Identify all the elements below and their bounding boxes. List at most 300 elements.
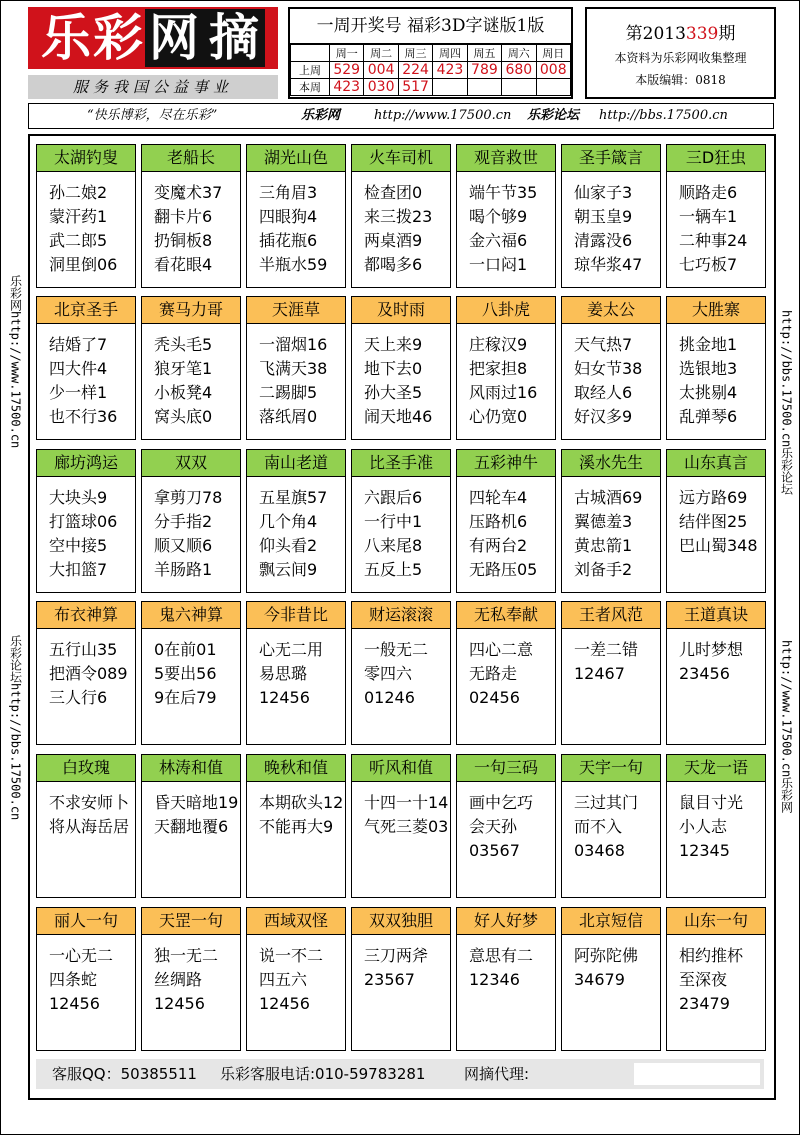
- riddle-line: 四眼狗4: [259, 207, 318, 226]
- riddle-line: 远方路69: [679, 488, 748, 507]
- riddle-line: 仙家子3: [574, 183, 633, 202]
- riddle-card-title: 王者风范: [562, 602, 660, 629]
- riddle-line: 无路走: [469, 664, 518, 683]
- riddle-card-body: [247, 782, 345, 839]
- riddle-card-title: 晚秋和值: [247, 755, 345, 782]
- riddle-card: [141, 754, 241, 898]
- weekday-header-row: [291, 45, 571, 62]
- riddle-line: 翻卡片6: [154, 207, 213, 226]
- riddle-card: [141, 296, 241, 440]
- riddle-card-title: 比圣手准: [352, 450, 450, 477]
- riddle-card-body: [667, 782, 765, 863]
- riddle-card-body: [37, 629, 135, 710]
- riddle-line: 大块头9: [49, 488, 108, 507]
- riddle-card-title: 老船长: [142, 145, 240, 172]
- riddle-card-title: 五彩神牛: [457, 450, 555, 477]
- riddle-card-body: [37, 477, 135, 582]
- riddle-card: [246, 907, 346, 1051]
- riddle-card: [141, 907, 241, 1051]
- forum-url-link[interactable]: http://bbs.17500.cn: [599, 108, 728, 123]
- riddle-line: 结伴图25: [679, 512, 748, 531]
- riddle-line: 顺又顺6: [154, 536, 213, 555]
- riddle-card-title: 丽人一句: [37, 908, 135, 935]
- left-side-url[interactable]: http://www.17500.cn: [8, 311, 23, 449]
- site-name: 乐彩网: [301, 108, 341, 123]
- riddle-line: 孙二娘2: [49, 183, 108, 202]
- riddle-card: [351, 449, 451, 593]
- riddle-line: 9在后79: [154, 688, 217, 707]
- riddle-card-title: 好人好梦: [457, 908, 555, 935]
- this-week-number: [433, 79, 467, 96]
- riddle-panel: [28, 134, 776, 1100]
- week-draw-table: [290, 44, 571, 96]
- riddle-line: 分手指2: [154, 512, 213, 531]
- riddle-line: 02456: [469, 688, 520, 707]
- riddle-card: [351, 754, 451, 898]
- issue-info-box: [585, 7, 776, 99]
- riddle-line: 本期砍头12: [259, 793, 344, 812]
- riddle-card-body: [352, 782, 450, 839]
- footer-bar: [36, 1059, 764, 1089]
- riddle-card: [141, 144, 241, 288]
- riddle-card-title: 无私奉献: [457, 602, 555, 629]
- riddle-card-body: [562, 172, 660, 277]
- riddle-line: 翼德羞3: [574, 512, 633, 531]
- riddle-card: [351, 907, 451, 1051]
- riddle-card: [36, 601, 136, 745]
- riddle-card: [351, 296, 451, 440]
- riddle-card-title: 天罡一句: [142, 908, 240, 935]
- riddle-line: 十四一十14: [364, 793, 449, 812]
- riddle-line: 武二郎5: [49, 231, 108, 250]
- riddle-card: [561, 296, 661, 440]
- riddle-line: 仰头看2: [259, 536, 318, 555]
- riddle-card: [141, 449, 241, 593]
- riddle-line: 古城酒69: [574, 488, 643, 507]
- riddle-card: [351, 144, 451, 288]
- riddle-line: 无路压05: [469, 560, 538, 579]
- riddle-card-title: 湖光山色: [247, 145, 345, 172]
- riddle-line: 12456: [154, 994, 205, 1013]
- riddle-card: [246, 296, 346, 440]
- riddle-card-title: 溪水先生: [562, 450, 660, 477]
- riddle-card-title: 天涯草: [247, 297, 345, 324]
- weekday-label: 周二: [364, 45, 398, 62]
- riddle-card: [36, 449, 136, 593]
- riddle-line: 落纸屑0: [259, 407, 318, 426]
- riddle-card-title: 赛马力哥: [142, 297, 240, 324]
- riddle-card-body: [457, 935, 555, 992]
- this-week-number: [536, 79, 570, 96]
- weekday-label: 周六: [502, 45, 536, 62]
- riddle-line: 朝玉皇9: [574, 207, 633, 226]
- left-side-site: 乐彩网 http://www.17500.cn: [8, 275, 23, 449]
- this-week-number: 423: [330, 79, 364, 96]
- logo-slogan: 服务我国公益事业: [28, 75, 278, 99]
- riddle-line: 太挑剔4: [679, 383, 738, 402]
- last-week-number: 423: [433, 62, 467, 79]
- this-week-number: 517: [398, 79, 432, 96]
- riddle-line: 三过其门: [574, 793, 639, 812]
- right-side-site: http://www.17500.cn 乐彩网: [779, 640, 794, 814]
- riddle-card: [246, 754, 346, 898]
- riddle-card-body: [352, 935, 450, 992]
- riddle-card-title: 南山老道: [247, 450, 345, 477]
- weekday-label: 周三: [398, 45, 432, 62]
- riddle-card: [351, 601, 451, 745]
- riddle-line: 12346: [469, 970, 520, 989]
- page-title: 一周开奖号 福彩3D字谜版1版: [290, 9, 571, 44]
- riddle-line: 四心二意: [469, 640, 534, 659]
- riddle-card: [666, 144, 766, 288]
- riddle-line: 飘云间9: [259, 560, 318, 579]
- riddle-card-title: 天龙一语: [667, 755, 765, 782]
- riddle-card-body: [667, 629, 765, 686]
- riddle-card: [36, 907, 136, 1051]
- riddle-line: 窝头底0: [154, 407, 213, 426]
- last-week-number: 008: [536, 62, 570, 79]
- riddle-line: 秃头毛5: [154, 335, 213, 354]
- issue-number: 第2013339期: [625, 24, 736, 44]
- riddle-line: 小板凳4: [154, 383, 213, 402]
- weekday-label: 周一: [330, 45, 364, 62]
- riddle-line: 五星旗57: [259, 488, 328, 507]
- riddle-card-body: [352, 324, 450, 429]
- riddle-line: 四五六: [259, 970, 308, 989]
- riddle-line: 黄忠箭1: [574, 536, 633, 555]
- riddle-card-body: [667, 172, 765, 277]
- riddle-line: 闹天地46: [364, 407, 433, 426]
- right-side-url[interactable]: http://www.17500.cn: [779, 640, 794, 778]
- riddle-card-title: 白玫瑰: [37, 755, 135, 782]
- riddle-line: 23479: [679, 994, 730, 1013]
- agent-box: [634, 1063, 760, 1085]
- riddle-line: 金六福6: [469, 231, 528, 250]
- riddle-card-title: 布衣神算: [37, 602, 135, 629]
- riddle-line: 03468: [574, 841, 625, 860]
- riddle-card-title: 一句三码: [457, 755, 555, 782]
- this-week-number: 030: [364, 79, 398, 96]
- riddle-line: 检查团0: [364, 183, 423, 202]
- riddle-line: 画中乞巧: [469, 793, 534, 812]
- riddle-line: 儿时梦想: [679, 640, 744, 659]
- riddle-line: 一辆车1: [679, 207, 738, 226]
- riddle-card-body: [667, 324, 765, 429]
- weekday-label: 周日: [536, 45, 570, 62]
- riddle-line: 三刀两斧: [364, 946, 429, 965]
- this-week-number: [467, 79, 501, 96]
- riddle-line: 巴山蜀348: [679, 536, 758, 555]
- riddle-card: [36, 754, 136, 898]
- site-logo: 乐彩网 摘: [28, 7, 278, 69]
- riddle-line: 一口闷1: [469, 255, 528, 274]
- riddle-line: 压路机6: [469, 512, 528, 531]
- riddle-card-title: 双双: [142, 450, 240, 477]
- riddle-line: 选银地3: [679, 359, 738, 378]
- riddle-line: 三角眉3: [259, 183, 318, 202]
- riddle-line: 琼华浆47: [574, 255, 643, 274]
- riddle-line: 一溜烟16: [259, 335, 328, 354]
- riddle-card-title: 火车司机: [352, 145, 450, 172]
- riddle-line: 风雨过16: [469, 383, 538, 402]
- riddle-line: 至深夜: [679, 970, 728, 989]
- this-week-number: [502, 79, 536, 96]
- riddle-card: [456, 907, 556, 1051]
- riddle-card-title: 今非昔比: [247, 602, 345, 629]
- riddle-line: 地下去0: [364, 359, 423, 378]
- riddle-line: 23567: [364, 970, 415, 989]
- riddle-line: 八来尾8: [364, 536, 423, 555]
- riddle-line: 01246: [364, 688, 415, 707]
- riddle-line: 四条蛇: [49, 970, 98, 989]
- riddle-line: 插花瓶6: [259, 231, 318, 250]
- riddle-card: [666, 601, 766, 745]
- riddle-card-title: 天宇一句: [562, 755, 660, 782]
- riddle-card-title: 山东一句: [667, 908, 765, 935]
- riddle-card-body: [247, 324, 345, 429]
- riddle-card-body: [457, 324, 555, 429]
- riddle-line: 羊肠路1: [154, 560, 213, 579]
- riddle-card: [36, 144, 136, 288]
- riddle-card-body: [247, 935, 345, 1016]
- riddle-card-title: 林涛和值: [142, 755, 240, 782]
- riddle-line: 天气热7: [574, 335, 633, 354]
- riddle-card-body: [457, 629, 555, 710]
- riddle-line: 好汉多9: [574, 407, 633, 426]
- riddle-line: 扔铜板8: [154, 231, 213, 250]
- riddle-card-body: [562, 629, 660, 686]
- riddle-line: 昏天暗地19: [154, 793, 239, 812]
- riddle-card-title: 北京短信: [562, 908, 660, 935]
- riddle-line: 23456: [679, 664, 730, 683]
- riddle-card-title: 财运滚滚: [352, 602, 450, 629]
- riddle-card-body: [247, 629, 345, 710]
- riddle-card-body: [142, 629, 240, 710]
- riddle-line: 小人志: [679, 817, 728, 836]
- riddle-line: 鼠目寸光: [679, 793, 744, 812]
- riddle-line: 清露没6: [574, 231, 633, 250]
- riddle-line: 一般无二: [364, 640, 429, 659]
- riddle-line: 0在前01: [154, 640, 217, 659]
- riddle-line: 四轮车4: [469, 488, 528, 507]
- riddle-card-title: 圣手箴言: [562, 145, 660, 172]
- riddle-card-body: [142, 172, 240, 277]
- riddle-card-body: [142, 782, 240, 839]
- last-week-number: 224: [398, 62, 432, 79]
- riddle-line: 七巧板7: [679, 255, 738, 274]
- riddle-line: 易思璐: [259, 664, 308, 683]
- riddle-card-body: [562, 477, 660, 582]
- riddle-line: 二种事24: [679, 231, 748, 250]
- source-note: 本资料为乐彩网收集整理: [614, 51, 747, 65]
- riddle-card: [141, 601, 241, 745]
- riddle-line: 12345: [679, 841, 730, 860]
- riddle-card-body: [142, 477, 240, 582]
- riddle-line: 意思有二: [469, 946, 534, 965]
- riddle-line: 说一不二: [259, 946, 324, 965]
- last-week-number: 789: [467, 62, 501, 79]
- right-side-forum: http://bbs.17500.cn 乐彩论坛: [779, 310, 794, 496]
- riddle-card-title: 鬼六神算: [142, 602, 240, 629]
- riddle-card-body: [37, 782, 135, 839]
- riddle-card: [246, 144, 346, 288]
- riddle-line: 半瓶水59: [259, 255, 328, 274]
- riddle-line: 刘备手2: [574, 560, 633, 579]
- riddle-line: 零四六: [364, 664, 413, 683]
- riddle-card-body: [352, 629, 450, 710]
- left-side-forum-url[interactable]: http://bbs.17500.cn: [8, 683, 23, 821]
- riddle-line: 03567: [469, 841, 520, 860]
- riddle-card-body: [352, 477, 450, 582]
- riddle-line: 将从海岳居: [49, 817, 130, 836]
- riddle-card-title: 西域双怪: [247, 908, 345, 935]
- slogan-quote: “快乐博彩，尽在乐彩”: [87, 108, 218, 123]
- last-week-number: 680: [502, 62, 536, 79]
- riddle-line: 天上来9: [364, 335, 423, 354]
- riddle-card-title: 廊坊鸿运: [37, 450, 135, 477]
- riddle-card: [561, 601, 661, 745]
- riddle-line: 12456: [49, 994, 100, 1013]
- right-side-forum-url[interactable]: http://bbs.17500.cn: [779, 310, 794, 448]
- riddle-line: 气死三菱03: [364, 817, 449, 836]
- riddle-card-title: 姜太公: [562, 297, 660, 324]
- riddle-line: 不能再大9: [259, 817, 334, 836]
- riddle-card-body: [37, 324, 135, 429]
- riddle-line: 六跟后6: [364, 488, 423, 507]
- riddle-card: [666, 296, 766, 440]
- riddle-line: 乱弹琴6: [679, 407, 738, 426]
- forum-name: 乐彩论坛: [527, 108, 580, 123]
- left-side-forum: 乐彩论坛 http://bbs.17500.cn: [8, 635, 23, 821]
- riddle-card-title: 太湖钓叟: [37, 145, 135, 172]
- riddle-card-body: [667, 935, 765, 1016]
- this-week-label: 本周: [291, 79, 330, 96]
- riddle-card: [456, 601, 556, 745]
- riddle-line: 而不入: [574, 817, 623, 836]
- weekday-label: 周四: [433, 45, 467, 62]
- riddle-card: [36, 296, 136, 440]
- riddle-line: 心无二用: [259, 640, 324, 659]
- riddle-line: 两桌酒9: [364, 231, 423, 250]
- riddle-line: 5要出56: [154, 664, 217, 683]
- riddle-card: [561, 449, 661, 593]
- riddle-line: 狼牙笔1: [154, 359, 213, 378]
- this-week-row: [291, 79, 571, 96]
- riddle-card-body: [247, 172, 345, 277]
- riddle-card-title: 王道真诀: [667, 602, 765, 629]
- riddle-card: [246, 601, 346, 745]
- riddle-card-title: 及时雨: [352, 297, 450, 324]
- riddle-line: 心仍宽0: [469, 407, 528, 426]
- riddle-line: 看花眼4: [154, 255, 213, 274]
- riddle-line: 妇女节38: [574, 359, 643, 378]
- riddle-card-body: [352, 172, 450, 277]
- riddle-line: 会天孙: [469, 817, 518, 836]
- riddle-line: 空中接5: [49, 536, 108, 555]
- riddle-line: 几个角4: [259, 512, 318, 531]
- riddle-card: [666, 449, 766, 593]
- riddle-line: 喝个够9: [469, 207, 528, 226]
- riddle-card-title: 八卦虎: [457, 297, 555, 324]
- riddle-card: [456, 449, 556, 593]
- riddle-line: 结婚了7: [49, 335, 108, 354]
- riddle-card-body: [562, 782, 660, 863]
- riddle-card-body: [457, 477, 555, 582]
- riddle-line: 独一无二: [154, 946, 219, 965]
- slogan-line: [28, 103, 774, 129]
- riddle-line: 一行中1: [364, 512, 423, 531]
- riddle-line: 不求安师卜: [49, 793, 130, 812]
- riddle-line: 顺路走6: [679, 183, 738, 202]
- riddle-line: 三人行6: [49, 688, 108, 707]
- riddle-card-body: [562, 324, 660, 429]
- draw-numbers-box: [288, 7, 573, 99]
- riddle-line: 庄稼汉9: [469, 335, 528, 354]
- riddle-line: 拿剪刀78: [154, 488, 223, 507]
- riddle-line: 12456: [259, 994, 310, 1013]
- riddle-card-title: 山东真言: [667, 450, 765, 477]
- riddle-line: 少一样1: [49, 383, 108, 402]
- riddle-card-body: [457, 172, 555, 277]
- riddle-line: 五行山35: [49, 640, 118, 659]
- riddle-card: [561, 754, 661, 898]
- riddle-card: [666, 907, 766, 1051]
- last-week-number: 529: [330, 62, 364, 79]
- riddle-card-title: 双双独胆: [352, 908, 450, 935]
- riddle-line: 大扣篮7: [49, 560, 108, 579]
- riddle-line: 一差二错: [574, 640, 639, 659]
- site-url-link[interactable]: http://www.17500.cn: [374, 108, 512, 123]
- riddle-card: [456, 754, 556, 898]
- riddle-line: 阿弥陀佛: [574, 946, 639, 965]
- riddle-line: 都喝多6: [364, 255, 423, 274]
- riddle-line: 五反上5: [364, 560, 423, 579]
- riddle-line: 打篮球06: [49, 512, 118, 531]
- logo-block: [28, 7, 278, 99]
- riddle-card: [561, 907, 661, 1051]
- riddle-line: 12467: [574, 664, 625, 683]
- riddle-card-title: 大胜寨: [667, 297, 765, 324]
- riddle-line: 飞满天38: [259, 359, 328, 378]
- riddle-card-body: [667, 477, 765, 558]
- riddle-card-body: [37, 172, 135, 277]
- last-week-label: 上周: [291, 62, 330, 79]
- riddle-line: 把家担8: [469, 359, 528, 378]
- riddle-line: 一心无二: [49, 946, 114, 965]
- riddle-line: 来三拨23: [364, 207, 433, 226]
- footer-agent: 网摘代理:: [464, 1065, 530, 1083]
- riddle-line: 端午节35: [469, 183, 538, 202]
- riddle-card: [561, 144, 661, 288]
- riddle-card: [246, 449, 346, 593]
- riddle-line: 有两台2: [469, 536, 528, 555]
- riddle-line: 也不行36: [49, 407, 118, 426]
- riddle-line: 四大件4: [49, 359, 108, 378]
- riddle-line: 把酒令089: [49, 664, 128, 683]
- riddle-line: 二踢脚5: [259, 383, 318, 402]
- riddle-card-body: [37, 935, 135, 1016]
- riddle-line: 相约推杯: [679, 946, 744, 965]
- riddle-card: [456, 296, 556, 440]
- riddle-line: 变魔术37: [154, 183, 223, 202]
- riddle-card-title: 观音救世: [457, 145, 555, 172]
- riddle-line: 天翻地覆6: [154, 817, 229, 836]
- riddle-line: 取经人6: [574, 383, 633, 402]
- riddle-card-body: [457, 782, 555, 863]
- riddle-line: 12456: [259, 688, 310, 707]
- riddle-card-title: 三D狂虫: [667, 145, 765, 172]
- riddle-line: 丝绸路: [154, 970, 203, 989]
